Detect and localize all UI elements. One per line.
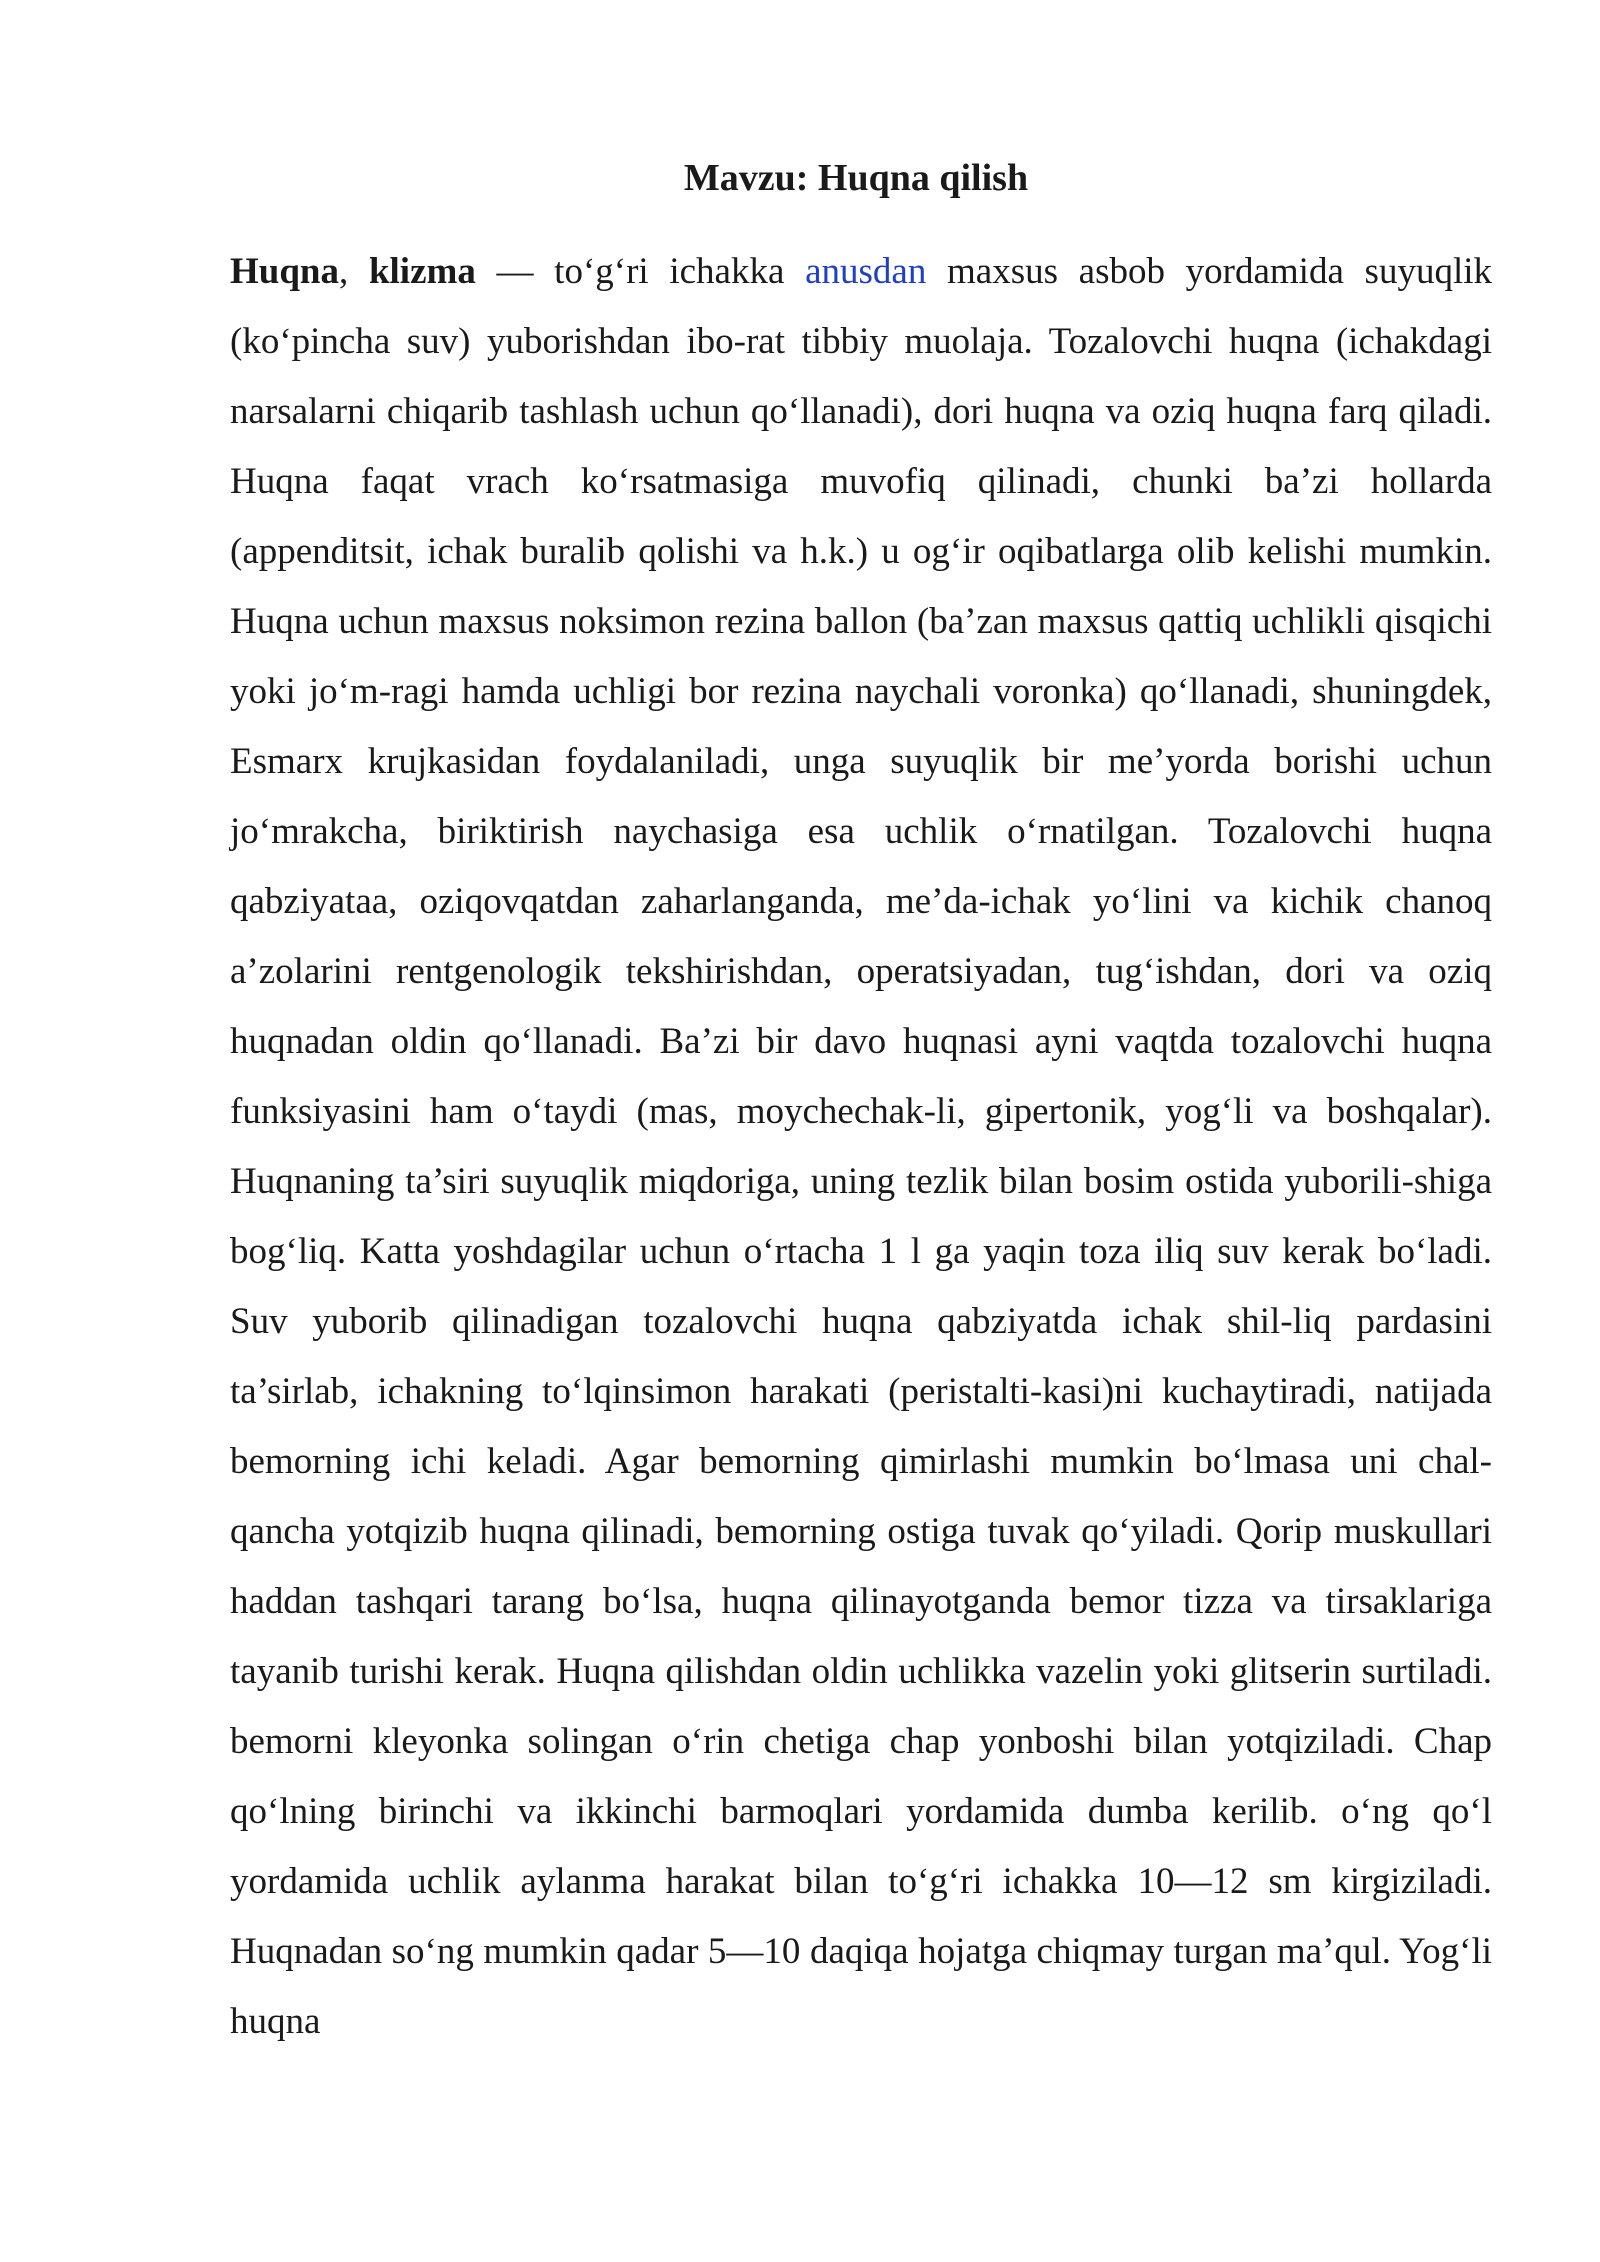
paragraph-text: maxsus asbob yordamida suyuqlik (ko‘pincha suv) yuborishdan ibo-rat tibbiy muolaja. Tozalovchi huqna (ichakdagi narsalarni chiqarib tashlash uchun qo‘llanadi), dori huqna va oziq huqna farq qiladi. Huqna faqat vrach ko‘rsatmasiga muvofiq qilinadi, chunki ba’zi hollarda (appenditsit, ichak buralib qolishi va h.k.) u og‘ir oqibatlarga olib kelishi mumkin. Huqna uchun maxsus noksimon rezina ballon (ba’zan maxsus qattiq uchlikli qisqichi yoki jo‘m-ragi hamda uchligi bor rezina naychali voronka) qo‘llanadi, shuningdek, Esmarx krujkasidan foydalaniladi, unga suyuqlik bir me’yorda borishi uchun jo‘mrakcha, biriktirish naychasiga esa uchlik o‘rnatilgan. Tozalovchi huqna qabziyataa, oziqovqatdan zaharlanganda, me’da-ichak yo‘lini va kichik chanoq a’zolarini rentgenologik tekshirishdan, operatsiyadan, tug‘ishdan, dori va oziq huqnadan oldin qo‘llanadi. Ba’zi bir davo huqnasi ayni vaqtda tozalovchi huqna funksiyasini ham o‘taydi (mas, moychechak-li, gipertonik, yog‘li va boshqalar). Huqnaning ta’siri suyuqlik miqdoriga, uning tezlik bilan bosim ostida yuborili-shiga bog‘liq. Katta yoshdagilar uchun o‘rtacha 1 l ga yaqin toza iliq suv kerak bo‘ladi. Suv yuborib qilinadigan tozalovchi huqna qabziyatda ichak shil-liq pardasini ta’sirlab, ichakning to‘lqinsimon harakati (peristalti-kasi)ni kuchaytiradi, natijada bemorning ichi keladi. Agar bemorning qimirlashi mumkin bo‘lmasa uni chal-qancha yotqizib huqna qilinadi, bemorning ostiga tuvak qo‘yiladi. Qorip muskullari haddan tashqari tarang bo‘lsa, huqna qilinayotganda bemor tizza va tirsaklariga tayanib turishi kerak. Huqna qilishdan oldin uchlikka vazelin yoki glitserin surtiladi. bemorni kleyonka solingan o‘rin chetiga chap yonboshi bilan yotqiziladi. Chap qo‘lning birinchi va ikkinchi barmoqlari yordamida dumba kerilib. o‘ng qo‘l yordamida uchlik aylanma harakat bilan to‘g‘ri ichakka 10—12 sm kirgiziladi. Huqnadan so‘ng mumkin qadar 5—10 daqiqa hojatga chiqmay turgan ma’qul. Yog‘li huqna [230,251,1493,2042]
term-huqna: Huqna [230,251,340,292]
anusdan-link[interactable]: anusdan [805,251,927,292]
term-klizma: klizma [368,251,476,292]
page-title: Mavzu: Huqna qilish [683,157,1029,199]
body-paragraph [230,237,1492,2057]
intro-text: — to‘g‘ri ichakka [475,251,806,292]
term-separator: , [339,251,369,292]
